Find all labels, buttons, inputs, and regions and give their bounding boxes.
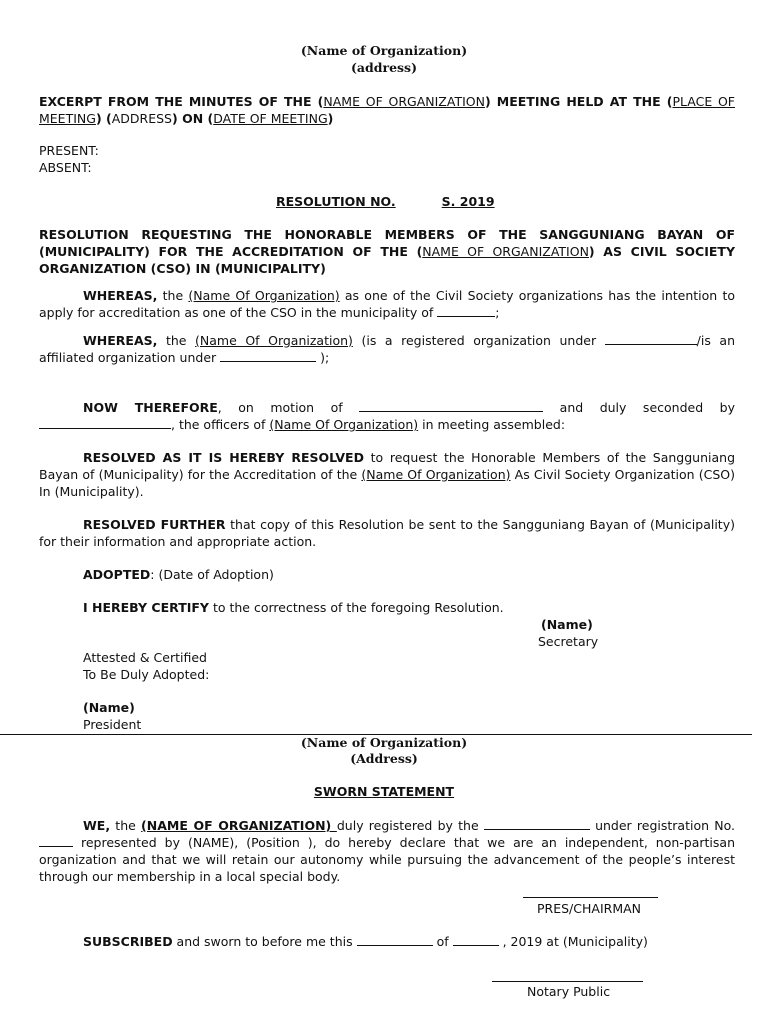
resolved-paragraph-2: RESOLVED FURTHER that copy of this Resolution be sent to the Sangguniang Bayan of (Municipality) for their information and appropriate action. bbox=[39, 517, 735, 549]
resolution-number: RESOLUTION NO. S. 2019 bbox=[276, 194, 495, 209]
sworn-statement-heading: SWORN STATEMENT bbox=[313, 784, 455, 799]
sworn-statement-body: WE, the (NAME OF ORGANIZATION) duly registered by the under registration No. represented by (NAME), (Position ), do hereby declare that we are an independent, non-partisan organization and that we will retain our autonomy while pursuing the advancement of the people’s interest through our membership in a local special body. bbox=[39, 818, 735, 884]
pres-chairman-label: PRES/CHAIRMAN bbox=[537, 901, 642, 916]
absent-label: ABSENT: bbox=[39, 160, 92, 175]
resolved-paragraph-1: RESOLVED AS IT IS HEREBY RESOLVED to request the Honorable Members of the Sangguniang Bayan of (Municipality) for the Accreditation of the (Name Of Organization) As Civil Society Organization (CSO) In (Municipality). bbox=[39, 450, 736, 499]
notary-label: Notary Public bbox=[527, 984, 611, 999]
adopted-line: ADOPTED: (Date of Adoption) bbox=[83, 567, 274, 582]
address-heading: (address) bbox=[350, 60, 418, 75]
notary-signature-line bbox=[492, 981, 643, 982]
org-name-heading: (Name of Organization) bbox=[300, 43, 468, 58]
attested-line-2: To Be Duly Adopted: bbox=[83, 667, 210, 682]
whereas-paragraph-2: WHEREAS, the (Name Of Organization) (is a registered organization under /is an affiliated organization under ); bbox=[39, 333, 736, 365]
present-label: PRESENT: bbox=[39, 143, 99, 158]
subscribed-line: SUBSCRIBED and sworn to before me this of , 2019 at (Municipality) bbox=[83, 934, 648, 949]
whereas-paragraph-1: WHEREAS, the (Name Of Organization) as one of the Civil Society organizations has the intention to apply for accreditation as one of the CSO in the municipality of ; bbox=[39, 288, 735, 320]
now-therefore-paragraph: NOW THEREFORE, on motion of and duly seconded by , the officers of (Name Of Organization) in meeting assembled: bbox=[39, 399, 735, 433]
president-name: (Name) bbox=[83, 700, 135, 715]
pres-signature-line bbox=[523, 897, 658, 898]
attested-line-1: Attested & Certified bbox=[83, 650, 207, 665]
sworn-address-heading: (Address) bbox=[350, 751, 418, 766]
resolution-title: RESOLUTION REQUESTING THE HONORABLE MEMBERS OF THE SANGGUNIANG BAYAN OF (MUNICIPALITY) FOR THE ACCREDITATION OF THE (NAME OF ORGANIZATION) AS CIVIL SOCIETY ORGANIZATION (CSO) IN (MUNICIPALITY) bbox=[39, 227, 735, 276]
secretary-title: Secretary bbox=[538, 634, 599, 649]
certify-line: I HEREBY CERTIFY to the correctness of the foregoing Resolution. bbox=[83, 600, 504, 615]
secretary-name: (Name) bbox=[541, 617, 593, 632]
president-title: President bbox=[83, 717, 142, 732]
sworn-org-name-heading: (Name of Organization) bbox=[300, 735, 468, 750]
excerpt-line: EXCERPT FROM THE MINUTES OF THE (NAME OF ORGANIZATION) MEETING HELD AT THE (PLACE OF MEETING) (ADDRESS) ON (DATE OF MEETING) bbox=[39, 94, 735, 126]
